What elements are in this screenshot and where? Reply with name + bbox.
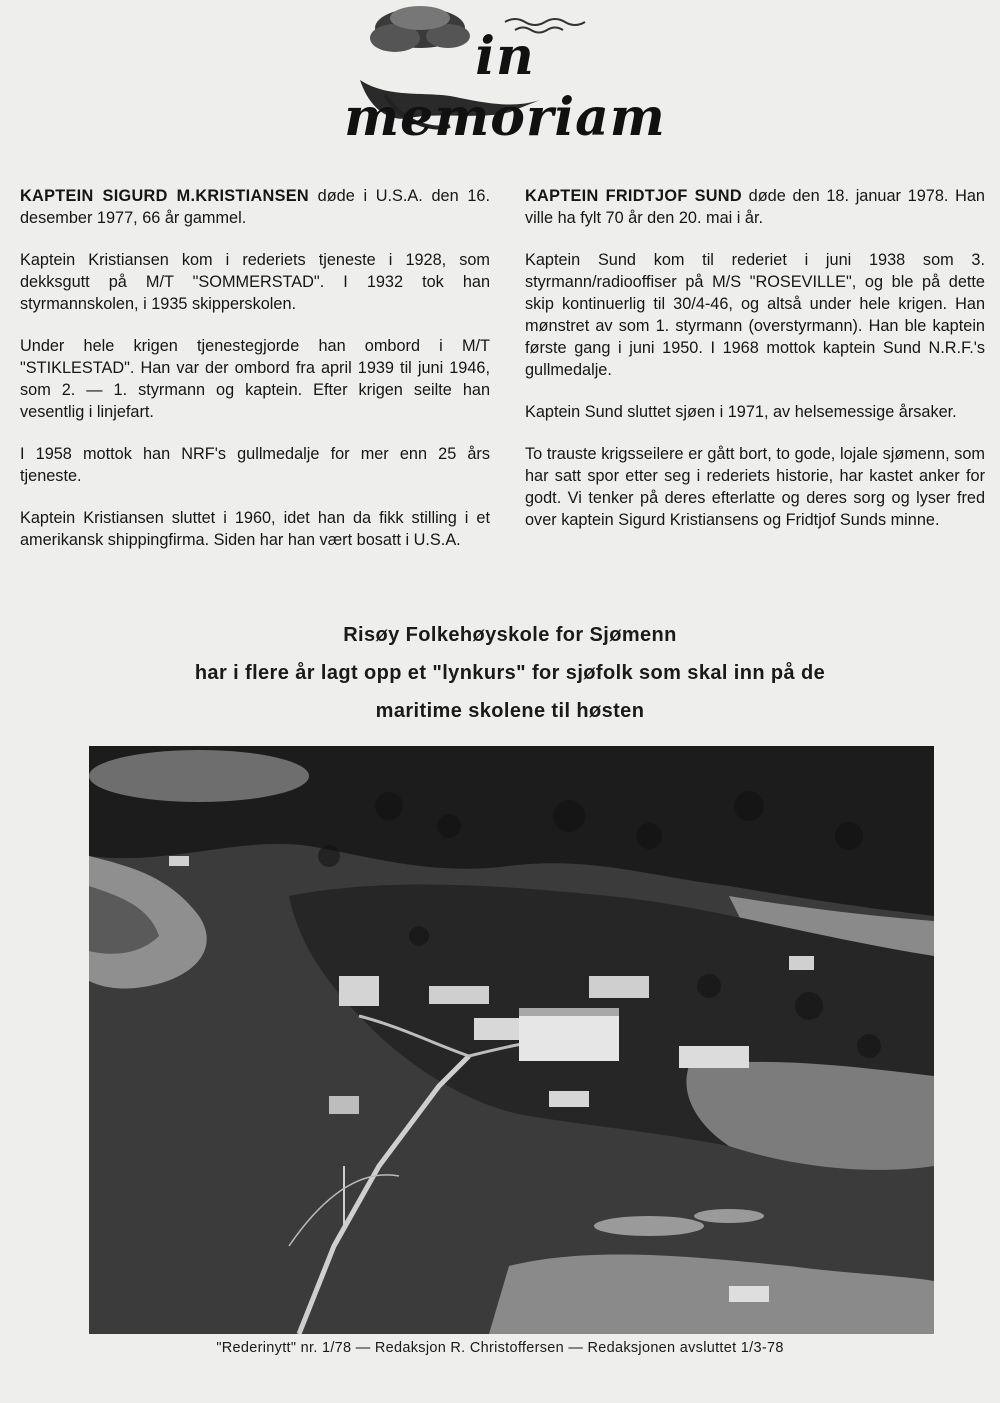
left-column <box>20 185 490 571</box>
headline-line-2: har i flere år lagt opp et "lynkurs" for sjøfolk som skal inn på de <box>194 662 826 684</box>
kristiansen-war: Under hele krigen tjenestegjorde han ombord i M/T "STIKLESTAD". Han var der ombord fra april 1939 til juni 1946, som 2. — 1. styrmann og kaptein. Efter krigen seilte han vesentlig i linjefart. <box>20 337 490 421</box>
in-memoriam-logo <box>300 0 700 150</box>
footer-credits: "Rederinytt" nr. 1/78 — Redaksjon R. Christoffersen — Redaksjonen avsluttet 1/3-78 <box>216 1340 784 1356</box>
kristiansen-name: KAPTEIN SIGURD M.KRISTIANSEN <box>20 187 309 205</box>
aerial-photo <box>89 746 934 1334</box>
kristiansen-career: Kaptein Kristiansen kom i rederiets tjeneste i 1928, som dekksgutt på M/T "SOMMERSTAD". I 1932 tok han styrmannskolen, i 1935 skipperskolen. <box>20 251 490 313</box>
logo-text: in memoriam <box>344 26 666 148</box>
kristiansen-retirement: Kaptein Kristiansen sluttet i 1960, idet han da fikk stilling i et amerikansk shippingfirma. Siden har han vært bosatt i U.S.A. <box>20 509 490 549</box>
kristiansen-intro-rest: døde i U.S.A. den 16. desember 1977, 66 år gammel. <box>20 187 490 227</box>
sund-intro <box>525 185 985 229</box>
sund-intro-rest: døde den 18. januar 1978. Han ville ha fylt 70 år den 20. mai i år. <box>525 187 985 227</box>
right-column <box>525 185 985 551</box>
headline-line-1: Risøy Folkehøyskole for Sjømenn <box>343 624 677 646</box>
risoy-headline <box>100 616 920 730</box>
kristiansen-medal: I 1958 mottok han NRF's gullmedalje for mer enn 25 års tjeneste. <box>20 445 490 485</box>
sund-name: KAPTEIN FRIDTJOF SUND <box>525 187 742 205</box>
tribute-paragraph: To trauste krigsseilere er gått bort, to gode, lojale sjømenn, som har satt spor etter seg i rederiets historie, har kastet anker for godt. Vi tenker på deres efterlatte og deres sorg og lyser fred over kaptein Sigurd Kristiansens og Fridtjof Sunds minne. <box>525 445 985 529</box>
sund-retirement: Kaptein Sund sluttet sjøen i 1971, av helsemessige årsaker. <box>525 403 957 421</box>
headline-line-3: maritime skolene til høsten <box>375 700 645 722</box>
sund-career: Kaptein Sund kom til rederiet i juni 1938 som 3. styrmann/radiooffiser på M/S "ROSEVILLE", og ble på dette skip kontinuerlig til 30/4-46, og altså under hele krigen. Han mønstret av som 1. styrmann (overstyrmann). Han ble kaptein første gang i juni 1950. I 1968 mottok kaptein Sund N.R.F.'s gullmedalje. <box>525 251 985 379</box>
kristiansen-intro <box>20 185 490 229</box>
